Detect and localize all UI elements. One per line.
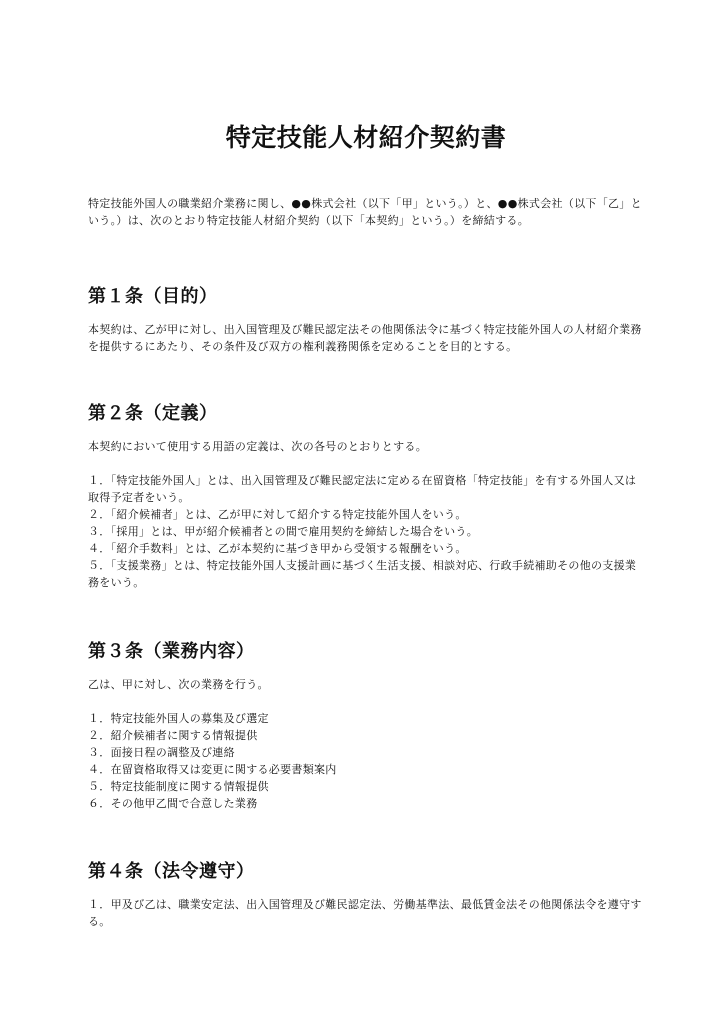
list-item: ２．「紹介候補者」とは、乙が甲に対して紹介する特定技能外国人をいう。 (88, 508, 467, 521)
list-item: １．特定技能外国人の募集及び選定 (88, 712, 269, 725)
list-item: ４．在留資格取得又は変更に関する必要書類案内 (88, 763, 337, 776)
service-list (88, 710, 644, 812)
article-heading: 第３条（業務内容） (88, 641, 255, 662)
article-heading: 第２条（定義） (88, 403, 218, 424)
article-1 (88, 285, 644, 355)
list-item: １．甲及び乙は、職業安定法、出入国管理及び難民認定法、労働基準法、最低賃金法その他関係法令を遵守する。 (88, 898, 642, 928)
article-body: 乙は、甲に対し、次の業務を行う。 (88, 678, 269, 691)
article-body: 本契約は、乙が甲に対し、出入国管理及び難民認定法その他関係法令に基づく特定技能外国人の人材紹介業務を提供するにあたり、その条件及び双方の権利義務関係を定めることを目的とする。 (88, 323, 642, 353)
article-body: 本契約において使用する用語の定義は、次の各号のとおりとする。 (88, 440, 427, 453)
article-heading: 第４条（法令遵守） (88, 861, 255, 882)
article-3 (88, 640, 644, 812)
list-item: ３．面接日程の調整及び連絡 (88, 746, 235, 759)
list-item: ５．特定技能制度に関する情報提供 (88, 780, 269, 793)
article-4 (88, 860, 644, 930)
list-item: ６．その他甲乙間で合意した業務 (88, 797, 258, 810)
article-2 (88, 402, 644, 591)
preamble-paragraph: 特定技能外国人の職業紹介業務に関し、●●株式会社（以下「甲」という。）と、●●株式会社（以下「乙」という。）は、次のとおり特定技能人材紹介契約（以下「本契約」という。）を締結する。 (88, 197, 642, 227)
list-item: ４．「紹介手数料」とは、乙が本契約に基づき甲から受領する報酬をいう。 (88, 542, 467, 555)
document-title: 特定技能人材紹介契約書 (225, 123, 507, 152)
list-item: ２．紹介候補者に関する情報提供 (88, 729, 258, 742)
definition-list (88, 472, 644, 591)
list-item: １．「特定技能外国人」とは、出入国管理及び難民認定法に定める在留資格「特定技能」を有する外国人又は取得予定者をいう。 (88, 474, 637, 504)
compliance-list (88, 896, 644, 930)
article-heading: 第１条（目的） (88, 286, 218, 307)
list-item: ５．「支援業務」とは、特定技能外国人支援計画に基づく生活支援、相談対応、行政手続補助その他の支援業務をいう。 (88, 559, 637, 589)
list-item: ３．「採用」とは、甲が紹介候補者との間で雇用契約を締結した場合をいう。 (88, 525, 478, 538)
